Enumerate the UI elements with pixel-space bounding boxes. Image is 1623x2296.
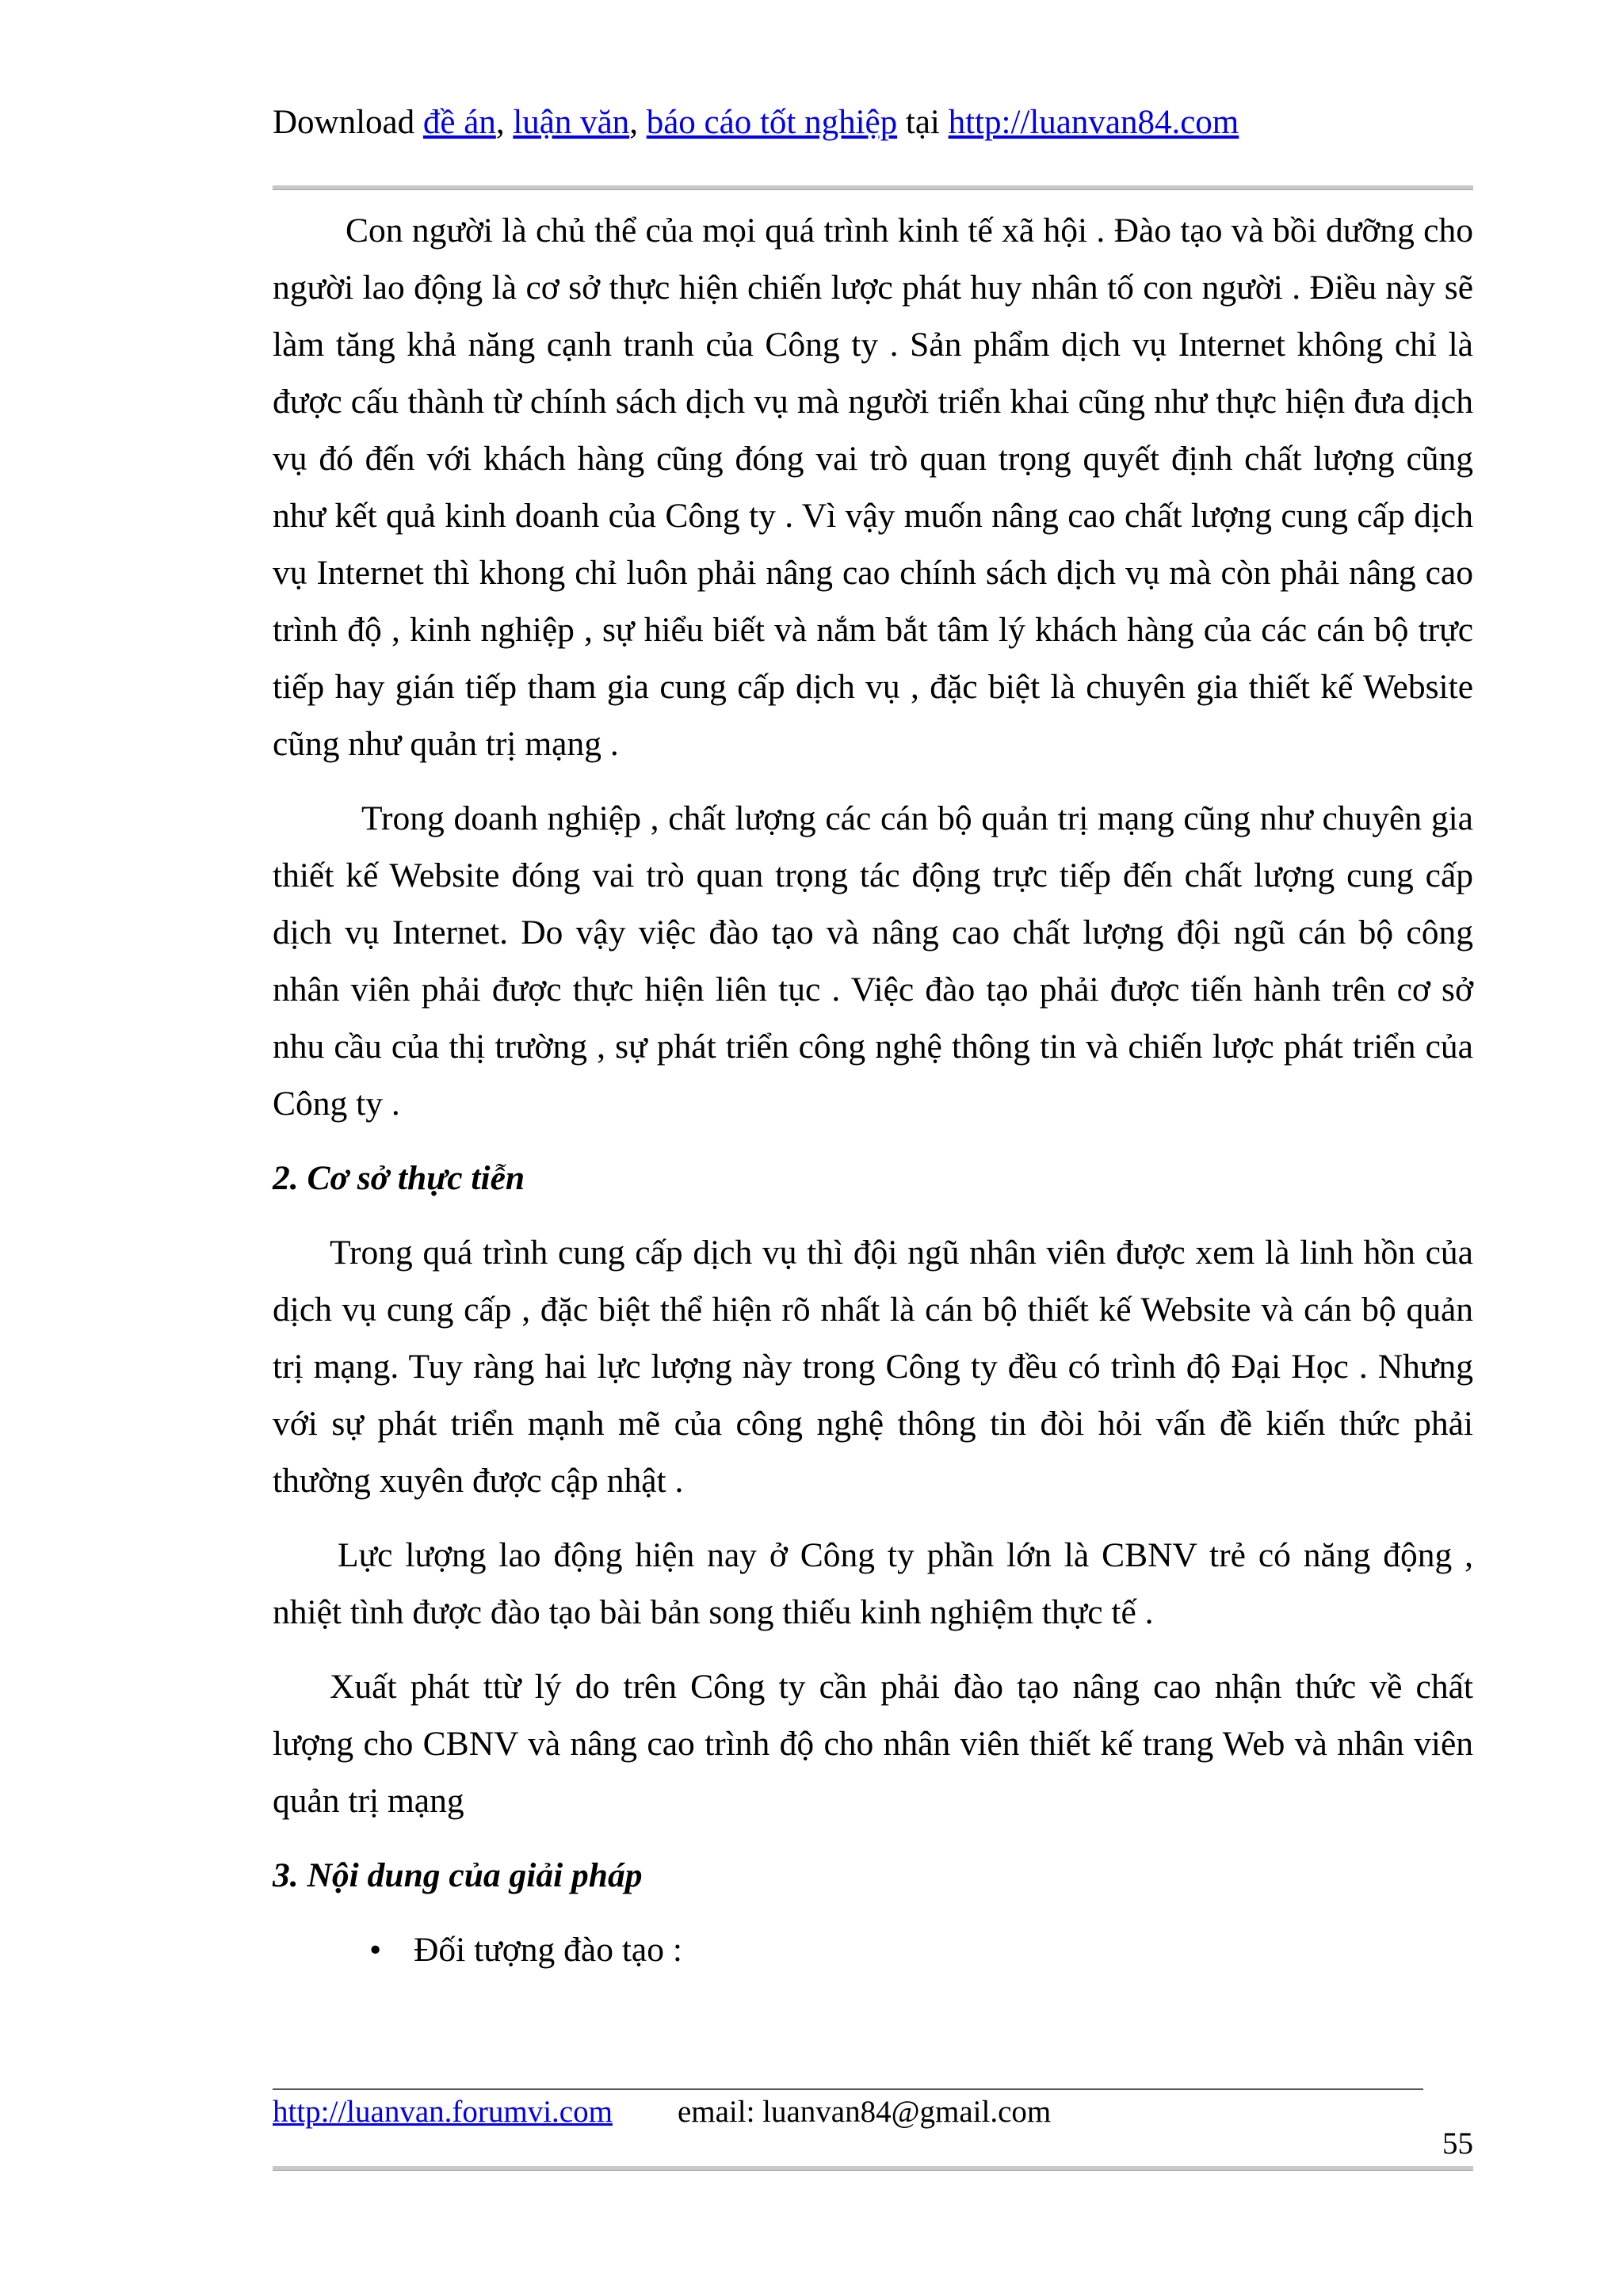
bullet-icon: • <box>369 1931 382 1969</box>
section-heading-3: 3. Nội dung của giải pháp <box>273 1856 643 1894</box>
page-number: 55 <box>1442 2126 1473 2161</box>
bottom-divider <box>273 2166 1473 2171</box>
paragraph-3: Trong quá trình cung cấp dịch vụ thì đội ngũ nhân viên được xem là linh hồn của dịch vụ cung cấp , đặc biệt thể hiện rõ nhất là cán bộ thiết kế Website và cán bộ quản trị mạng. Tuy ràng hai lực lượng này trong Công ty đều có trình độ Đại Học . Nhưng với sự phát triển mạnh mẽ của công nghệ thông tin đòi hỏi vấn đề kiến thức phải thường xuyên được cập nhật . <box>273 1234 1473 1500</box>
header-separator: , <box>495 104 514 141</box>
bullet-item <box>273 1921 1473 1978</box>
footer-email: email: luanvan84@gmail.com <box>677 2095 1052 2129</box>
bullet-text: Đối tượng đào tạo : <box>414 1931 682 1969</box>
page-footer <box>273 2092 1051 2133</box>
page-header <box>273 100 1477 146</box>
paragraph-2: Trong doanh nghiệp , chất lượng các cán bộ quản trị mạng cũng như chuyên gia thiết kế Website đóng vai trò quan trọng tác động trực tiếp đến chất lượng cung cấp dịch vụ Internet. Do vậy việc đào tạo và nâng cao chất lượng đội ngũ cán bộ công nhân viên phải được thực hiện liên tục . Việc đào tạo phải được tiến hành trên cơ sở nhu cầu của thị trường , sự phát triển công nghệ thông tin và chiến lược phát triển của Công ty . <box>273 799 1473 1123</box>
header-separator: , <box>629 104 647 141</box>
link-luan-van[interactable]: luận văn <box>513 104 630 141</box>
link-bao-cao[interactable]: báo cáo tốt nghiệp <box>646 104 898 141</box>
footer-divider <box>273 2088 1423 2090</box>
document-body <box>273 202 1473 1978</box>
link-site[interactable]: http://luanvan84.com <box>948 104 1239 141</box>
link-de-an[interactable]: đề án <box>422 104 496 141</box>
header-prefix: Download <box>273 104 423 141</box>
paragraph-5: Xuất phát ttừ lý do trên Công ty cần phải đào tạo nâng cao nhận thức về chất lượng cho CBNV và nâng cao trình độ cho nhân viên thiết kế trang Web và nhân viên quản trị mạng <box>273 1668 1473 1820</box>
paragraph-4: Lực lượng lao động hiện nay ở Công ty phần lớn là CBNV trẻ có năng động , nhiệt tình được đào tạo bài bản song thiếu kinh nghiệm thực tế . <box>273 1536 1473 1631</box>
paragraph-1: Con người là chủ thể của mọi quá trình kinh tế xã hội . Đào tạo và bồi dưỡng cho người lao động là cơ sở thực hiện chiến lược phát huy nhân tố con người . Điều này sẽ làm tăng khả năng cạnh tranh của Công ty . Sản phẩm dịch vụ Internet không chỉ là được cấu thành từ chính sách dịch vụ mà người triển khai cũng như thực hiện đưa dịch vụ đó đến với khách hàng cũng đóng vai trò quan trọng quyết định chất lượng cũng như kết quả kinh doanh của Công ty . Vì vậy muốn nâng cao chất lượng cung cấp dịch vụ Internet thì khong chỉ luôn phải nâng cao chính sách dịch vụ mà còn phải nâng cao trình độ , kinh nghiệp , sự hiểu biết và nắm bắt tâm lý khách hàng của các cán bộ trực tiếp hay gián tiếp tham gia cung cấp dịch vụ , đặc biệt là chuyên gia thiết kế Website cũng như quản trị mạng . <box>273 212 1473 763</box>
header-divider <box>273 185 1473 190</box>
footer-link[interactable]: http://luanvan.forumvi.com <box>273 2095 613 2129</box>
section-heading-2: 2. Cơ sở thực tiễn <box>273 1159 525 1197</box>
header-mid: tại <box>897 104 949 141</box>
